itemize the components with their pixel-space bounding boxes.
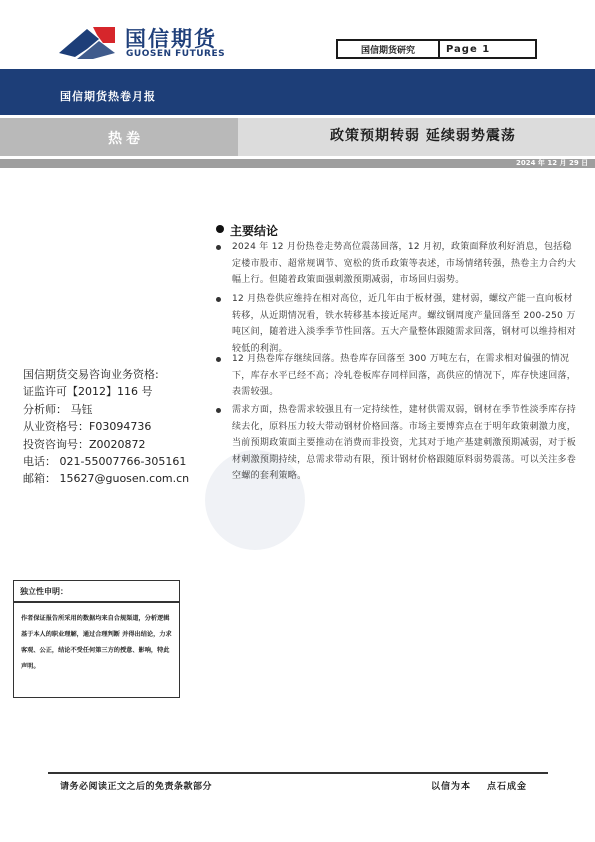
slogan-part-1: 以信为本 bbox=[431, 782, 472, 792]
bullet-icon bbox=[216, 357, 221, 362]
report-series-title: 国信期货热卷月报 bbox=[60, 90, 156, 103]
conclusion-paragraph: 需求方面，热卷需求较强且有一定持续性，建材供需双弱，钢材在季节性淡季库存持续去化，原料压力较大带动钢材价格回落。市场主要博弈点在于明年政策刺激力度，当前预期政策面主要推动在消费而非投资，尤其对于地产基建刺激预期减弱，对于板材刺激预期持续，总需求带动有限，预计钢材价格跟随原料弱势震荡。可以关注多卷空螺的套利策略。 bbox=[232, 405, 577, 481]
research-label: 国信期货研究 bbox=[338, 41, 440, 57]
logo-name-en: GUOSEN FUTURES bbox=[126, 49, 226, 59]
qualification-line: 国信期货交易咨询业务资格: bbox=[23, 368, 159, 381]
conclusion-paragraph: 2024 年 12 月份热卷走势高位震荡回落，12 月初，政策面释放利好消息，包括稳定楼市股市、超常规调节、宽松的货币政策等表述，市场情绪转强，热卷主力合约大幅上行。但随着政策面强刺激预期减弱，市场回归弱势。 bbox=[232, 242, 577, 285]
slogan-part-2: 点石成金 bbox=[487, 782, 528, 792]
footer-rule bbox=[48, 772, 548, 774]
footer-slogan bbox=[431, 779, 527, 792]
page-indicator bbox=[336, 39, 537, 59]
independence-statement bbox=[13, 580, 180, 698]
footer-disclaimer-note: 请务必阅读正文之后的免责条款部分 bbox=[60, 782, 213, 792]
bullet-icon bbox=[216, 297, 221, 302]
section-title: 主要结论 bbox=[230, 224, 279, 238]
analyst-contact bbox=[23, 366, 189, 488]
advisory-id-line: 投资咨询号：Z0020872 bbox=[23, 437, 146, 451]
practice-id-line: 从业资格号：F03094736 bbox=[23, 420, 152, 434]
license-line: 证监许可【2012】116 号 bbox=[23, 385, 153, 399]
product-name: 热卷 bbox=[108, 131, 144, 147]
section-bullet-icon bbox=[216, 225, 224, 233]
conclusion-paragraph: 12 月热卷供应维持在相对高位，近几年由于板材强，建材弱，螺纹产能一直向板材转移，从近期情况看，铁水转移基本接近尾声。螺纹钢周度产量回落至 200-250 万吨区间，随着进入淡季季节性回落。五大产量整体跟随需求回落，钢材可以维持相对较低的利润。 bbox=[232, 294, 577, 354]
guosen-logo-icon bbox=[57, 23, 121, 61]
bullet-icon bbox=[216, 408, 221, 413]
phone-line: 电话： 021-55007766-305161 bbox=[23, 455, 187, 469]
date-bar bbox=[0, 159, 595, 168]
report-headline: 政策预期转弱 延续弱势震荡 bbox=[330, 128, 516, 144]
page-number: Page 1 bbox=[446, 43, 491, 55]
statement-title: 独立性申明： bbox=[14, 581, 179, 603]
logo-name-cn: 国信期货 bbox=[125, 27, 217, 51]
bullet-icon bbox=[216, 245, 221, 250]
statement-body: 作者保证报告所采用的数据均来自合规渠道，分析逻辑基于本人的职业理解，通过合理判断 并得出结论，力求客观、公正，结论不受任何第三方的授意、影响，特此声明。 bbox=[21, 615, 172, 670]
report-date: 2024 年 12 月 29 日 bbox=[516, 159, 589, 167]
conclusion-paragraph: 12 月热卷库存继续回落。热卷库存回落至 300 万吨左右，在需求相对偏强的情况下，库存水平已经不高；冷轧卷板库存同样回落，高供应的情况下，库存快速回落，表需较强。 bbox=[232, 354, 577, 397]
analyst-line: 分析师： 马钰 bbox=[23, 402, 93, 416]
email-line: 邮箱： 15627@guosen.com.cn bbox=[23, 472, 190, 486]
